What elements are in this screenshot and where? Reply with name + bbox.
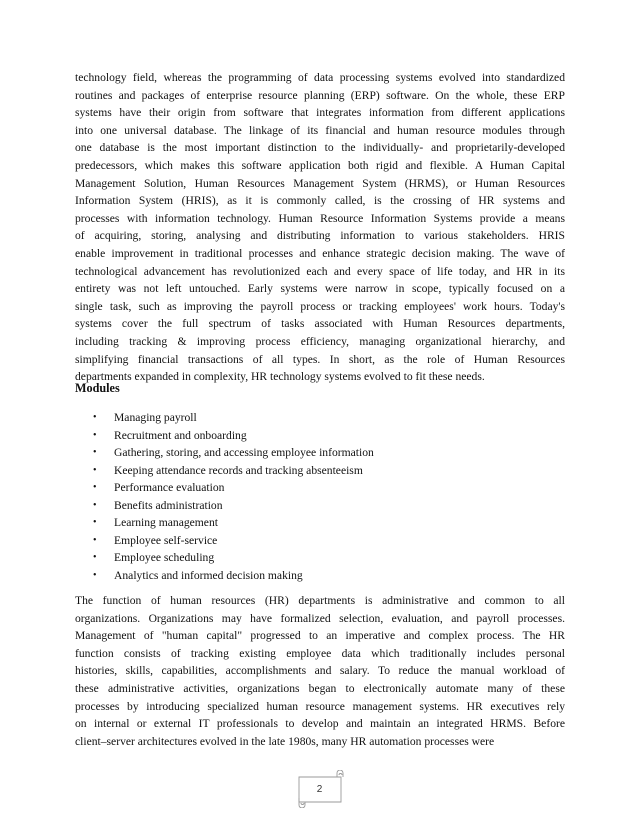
text-line: systems cover the full spectrum of tasks associated with Human Resources departments, (75, 317, 565, 331)
list-item-label: Managing payroll (114, 411, 197, 424)
list-item-label: Employee scheduling (114, 551, 215, 564)
list-item-label: Analytics and informed decision making (114, 568, 303, 582)
text-line: technological advancement has revolutionized each and every space of life today, and HR in its (75, 264, 565, 278)
text-line: technology field, whereas the programming of data processing systems evolved into standardized (75, 71, 565, 84)
list-item-label: Keeping attendance records and tracking absenteeism (114, 463, 363, 477)
intro-paragraph (75, 69, 565, 386)
page-number: 2 (316, 784, 323, 795)
text-line: organizations. Organizations may have formalized selection, evaluation, and payroll processes. (75, 611, 565, 625)
text-line: Management of "human capital" progressed to an imperative and complex process. The HR (75, 629, 565, 643)
text-line: function consists of tracking existing employee data which traditionally includes personal (75, 646, 565, 660)
text-line: enable improvement in traditional processes and enhance strategic decision making. The wave of (75, 246, 565, 260)
function-paragraph (75, 592, 565, 750)
page-number-scroll (293, 770, 346, 808)
text-line: one database is the most important distinction to the individually- and proprietarily-developed (75, 141, 565, 155)
modules-heading: Modules (75, 381, 120, 395)
text-line: processes by introducing specialized human resource management systems. HR executives rely (75, 699, 565, 713)
text-line: predecessors, which makes this software application both rigid and flexible. A Human Capital (75, 158, 565, 172)
text-line: on internal or external IT professionals to develop and maintain an integrated HRMS. Before (75, 717, 565, 731)
list-item-label: Recruitment and onboarding (114, 428, 247, 442)
list-item-label: Employee self-service (114, 533, 218, 547)
text-line: simplifying financial transactions of all types. In short, as the role of Human Resources (75, 352, 565, 366)
list-item-label: Performance evaluation (114, 481, 225, 494)
bullet-icon: • (93, 429, 97, 441)
bullet-icon: • (93, 412, 97, 423)
text-line: departments expanded in complexity, HR technology systems evolved to fit these needs. (75, 370, 485, 384)
bullet-icon: • (93, 534, 97, 546)
bullet-icon: • (93, 517, 97, 528)
text-line: into one universal database. The linkage of its financial and human resource modules through (75, 123, 565, 137)
bullet-icon: • (93, 447, 97, 458)
text-line: entirety was not left untouched. Early systems were narrow in scope, typically focused on a (75, 282, 565, 296)
text-line: client–server architectures evolved in the late 1980s, many HR automation processes were (75, 734, 495, 748)
bullet-icon: • (93, 569, 97, 581)
text-line: Information System (HRIS), as it is commonly called, is the crossing of HR systems and (75, 194, 565, 208)
list-item-label: Learning management (114, 516, 218, 529)
text-line: histories, skills, capabilities, accomplishments and salary. To reduce the manual workload of (75, 664, 565, 678)
text-line: The function of human resources (HR) departments is administrative and common to all (75, 594, 565, 607)
text-line: Management Solution, Human Resources Management System (HRMS), or Human Resources (75, 176, 565, 190)
text-line: including tracking & improving process efficiency, managing organizational hierarchy, and (75, 334, 565, 348)
bullet-icon: • (93, 499, 97, 511)
bullet-icon: • (93, 464, 97, 476)
text-line: processes with information technology. Human Resource Information Systems provide a means (75, 211, 565, 225)
text-line: routines and packages of enterprise resource planning (ERP) software. On the whole, these ERP (75, 88, 565, 102)
bullet-icon: • (93, 482, 97, 493)
text-line: these administrative activities, organizations began to electronically automate many of these (75, 681, 565, 695)
text-line: single task, such as improving the payroll process or tracking employees' work hours. Today's (75, 299, 565, 313)
list-item-label: Benefits administration (114, 498, 223, 512)
text-line: systems have their origin from software that integrates information from different applications (75, 106, 565, 120)
bullet-icon: • (93, 552, 97, 563)
text-line: of acquiring, storing, analysing and distributing information to various stakeholders. HRIS (75, 229, 565, 243)
list-item-label: Gathering, storing, and accessing employee information (114, 446, 374, 459)
